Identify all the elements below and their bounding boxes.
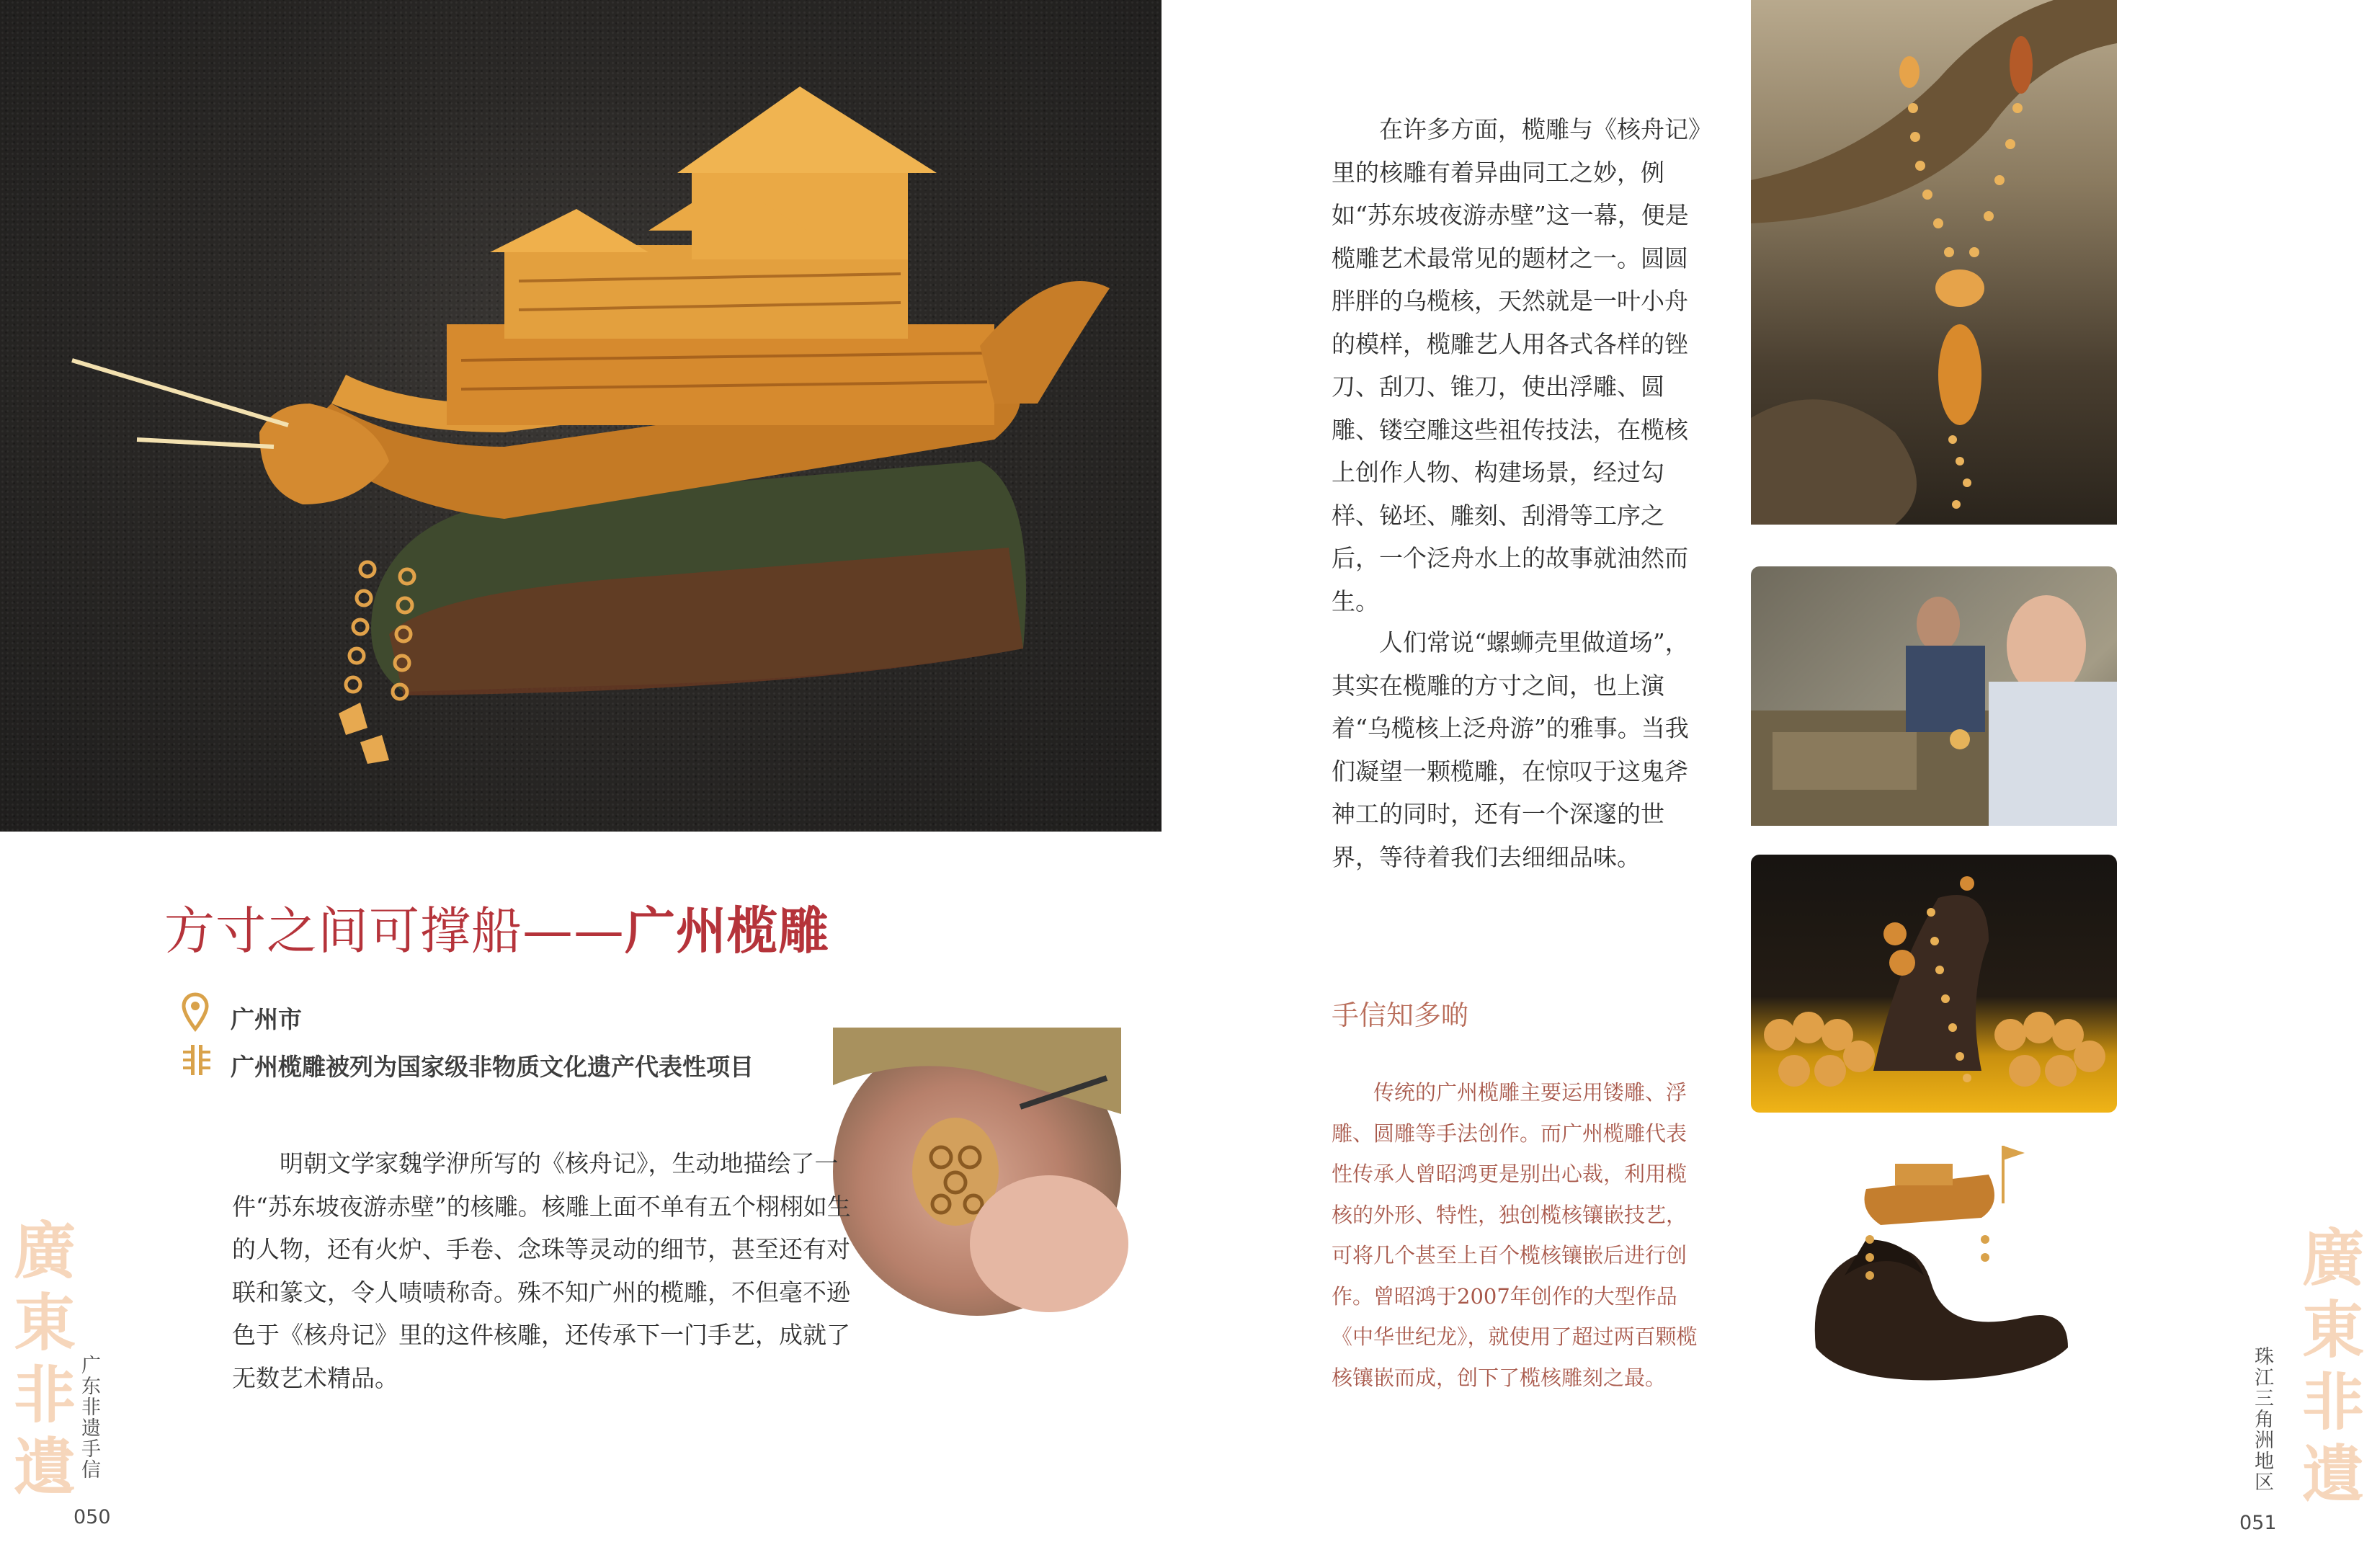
book-side-title: 广东非遗手信 bbox=[78, 1355, 100, 1480]
info-paragraph bbox=[1332, 1072, 1700, 1398]
main-paragraph-2-text: 人们常说“螺蛳壳里做道场”，其实在榄雕的方寸之间，也上演着“乌榄核上泛舟游”的雅事。当我们凝望一颗榄雕，在惊叹于这鬼斧神工的同时，还有一个深邃的世界，等待着我们去细细品味。 bbox=[1332, 628, 1689, 871]
title-main: 方寸之间可撑船—— bbox=[164, 901, 625, 961]
watermark-left: 廣東非遺 bbox=[3, 1218, 76, 1506]
heritage-status-text: 广州榄雕被列为国家级非物质文化遗产代表性项目 bbox=[231, 1053, 754, 1081]
location-text: 广州市 bbox=[231, 1005, 302, 1033]
carved-boat-on-wave-photo bbox=[1801, 1131, 2075, 1391]
olive-carving-boat-photo bbox=[0, 0, 1162, 832]
main-paragraph-2 bbox=[1332, 621, 1700, 878]
page-number-right: 051 bbox=[2239, 1512, 2277, 1534]
map-pin-icon bbox=[182, 993, 209, 1033]
region-side-title: 珠江三角洲地区 bbox=[2251, 1346, 2273, 1492]
intro-paragraph-text: 明朝文学家魏学洢所写的《核舟记》，生动地描绘了一件“苏东坡夜游赤壁”的核雕。核雕上面不单有五个栩栩如生的人物，还有火炉、手卷、念珠等灵动的细节，甚至还有对联和篆文，令人啧啧称奇。殊不知广州的榄雕，不但毫不逊色于《核舟记》里的这件核雕，还传承下一门手艺，成就了无数艺术精品。 bbox=[232, 1149, 851, 1392]
intro-paragraph bbox=[232, 1142, 852, 1399]
article-title bbox=[164, 891, 829, 963]
main-paragraph-1-text: 在许多方面，榄雕与《核舟记》里的核雕有着异曲同工之妙，例如“苏东坡夜游赤壁”这一幕，便是榄雕艺术最常见的题材之一。圆圆胖胖的乌榄核，天然就是一叶小舟的模样，榄雕艺人用各式各样的锉刀、刮刀、锥刀，使出浮雕、圆雕、镂空雕这些祖传技法，在榄核上创作人物、构建场景，经过勾样、铋坯、雕刻、刮滑等工序之后，一个泛舟水上的故事就油然而生。 bbox=[1332, 115, 1700, 615]
carving-in-hand-photo bbox=[833, 1028, 1121, 1316]
page-number-left: 050 bbox=[73, 1506, 111, 1528]
watermark-right: 廣東非遺 bbox=[2291, 1225, 2364, 1513]
info-paragraph-text: 传统的广州榄雕主要运用镂雕、浮雕、圆雕等手法创作。而广州榄雕代表性传承人曾昭鸿更是别出心裁，利用榄核的外形、特性，独创榄核镶嵌技艺，可将几个甚至上百个榄核镶嵌后进行创作。曾昭鸿于2007年创作的大型作品《中华世纪龙》，就使用了超过两百颗榄核镶嵌而成，创下了榄核雕刻之最。 bbox=[1332, 1080, 1698, 1390]
title-subject: 广州榄雕 bbox=[625, 901, 829, 961]
carving-workshop-photo bbox=[1751, 566, 2117, 826]
olive-bead-necklace-photo bbox=[1751, 0, 2117, 525]
olive-carving-display-photo bbox=[1751, 855, 2117, 1113]
info-subheading: 手信知多啲 bbox=[1332, 999, 1469, 1031]
intangible-heritage-icon bbox=[182, 1043, 212, 1079]
main-paragraph-1 bbox=[1332, 108, 1700, 623]
